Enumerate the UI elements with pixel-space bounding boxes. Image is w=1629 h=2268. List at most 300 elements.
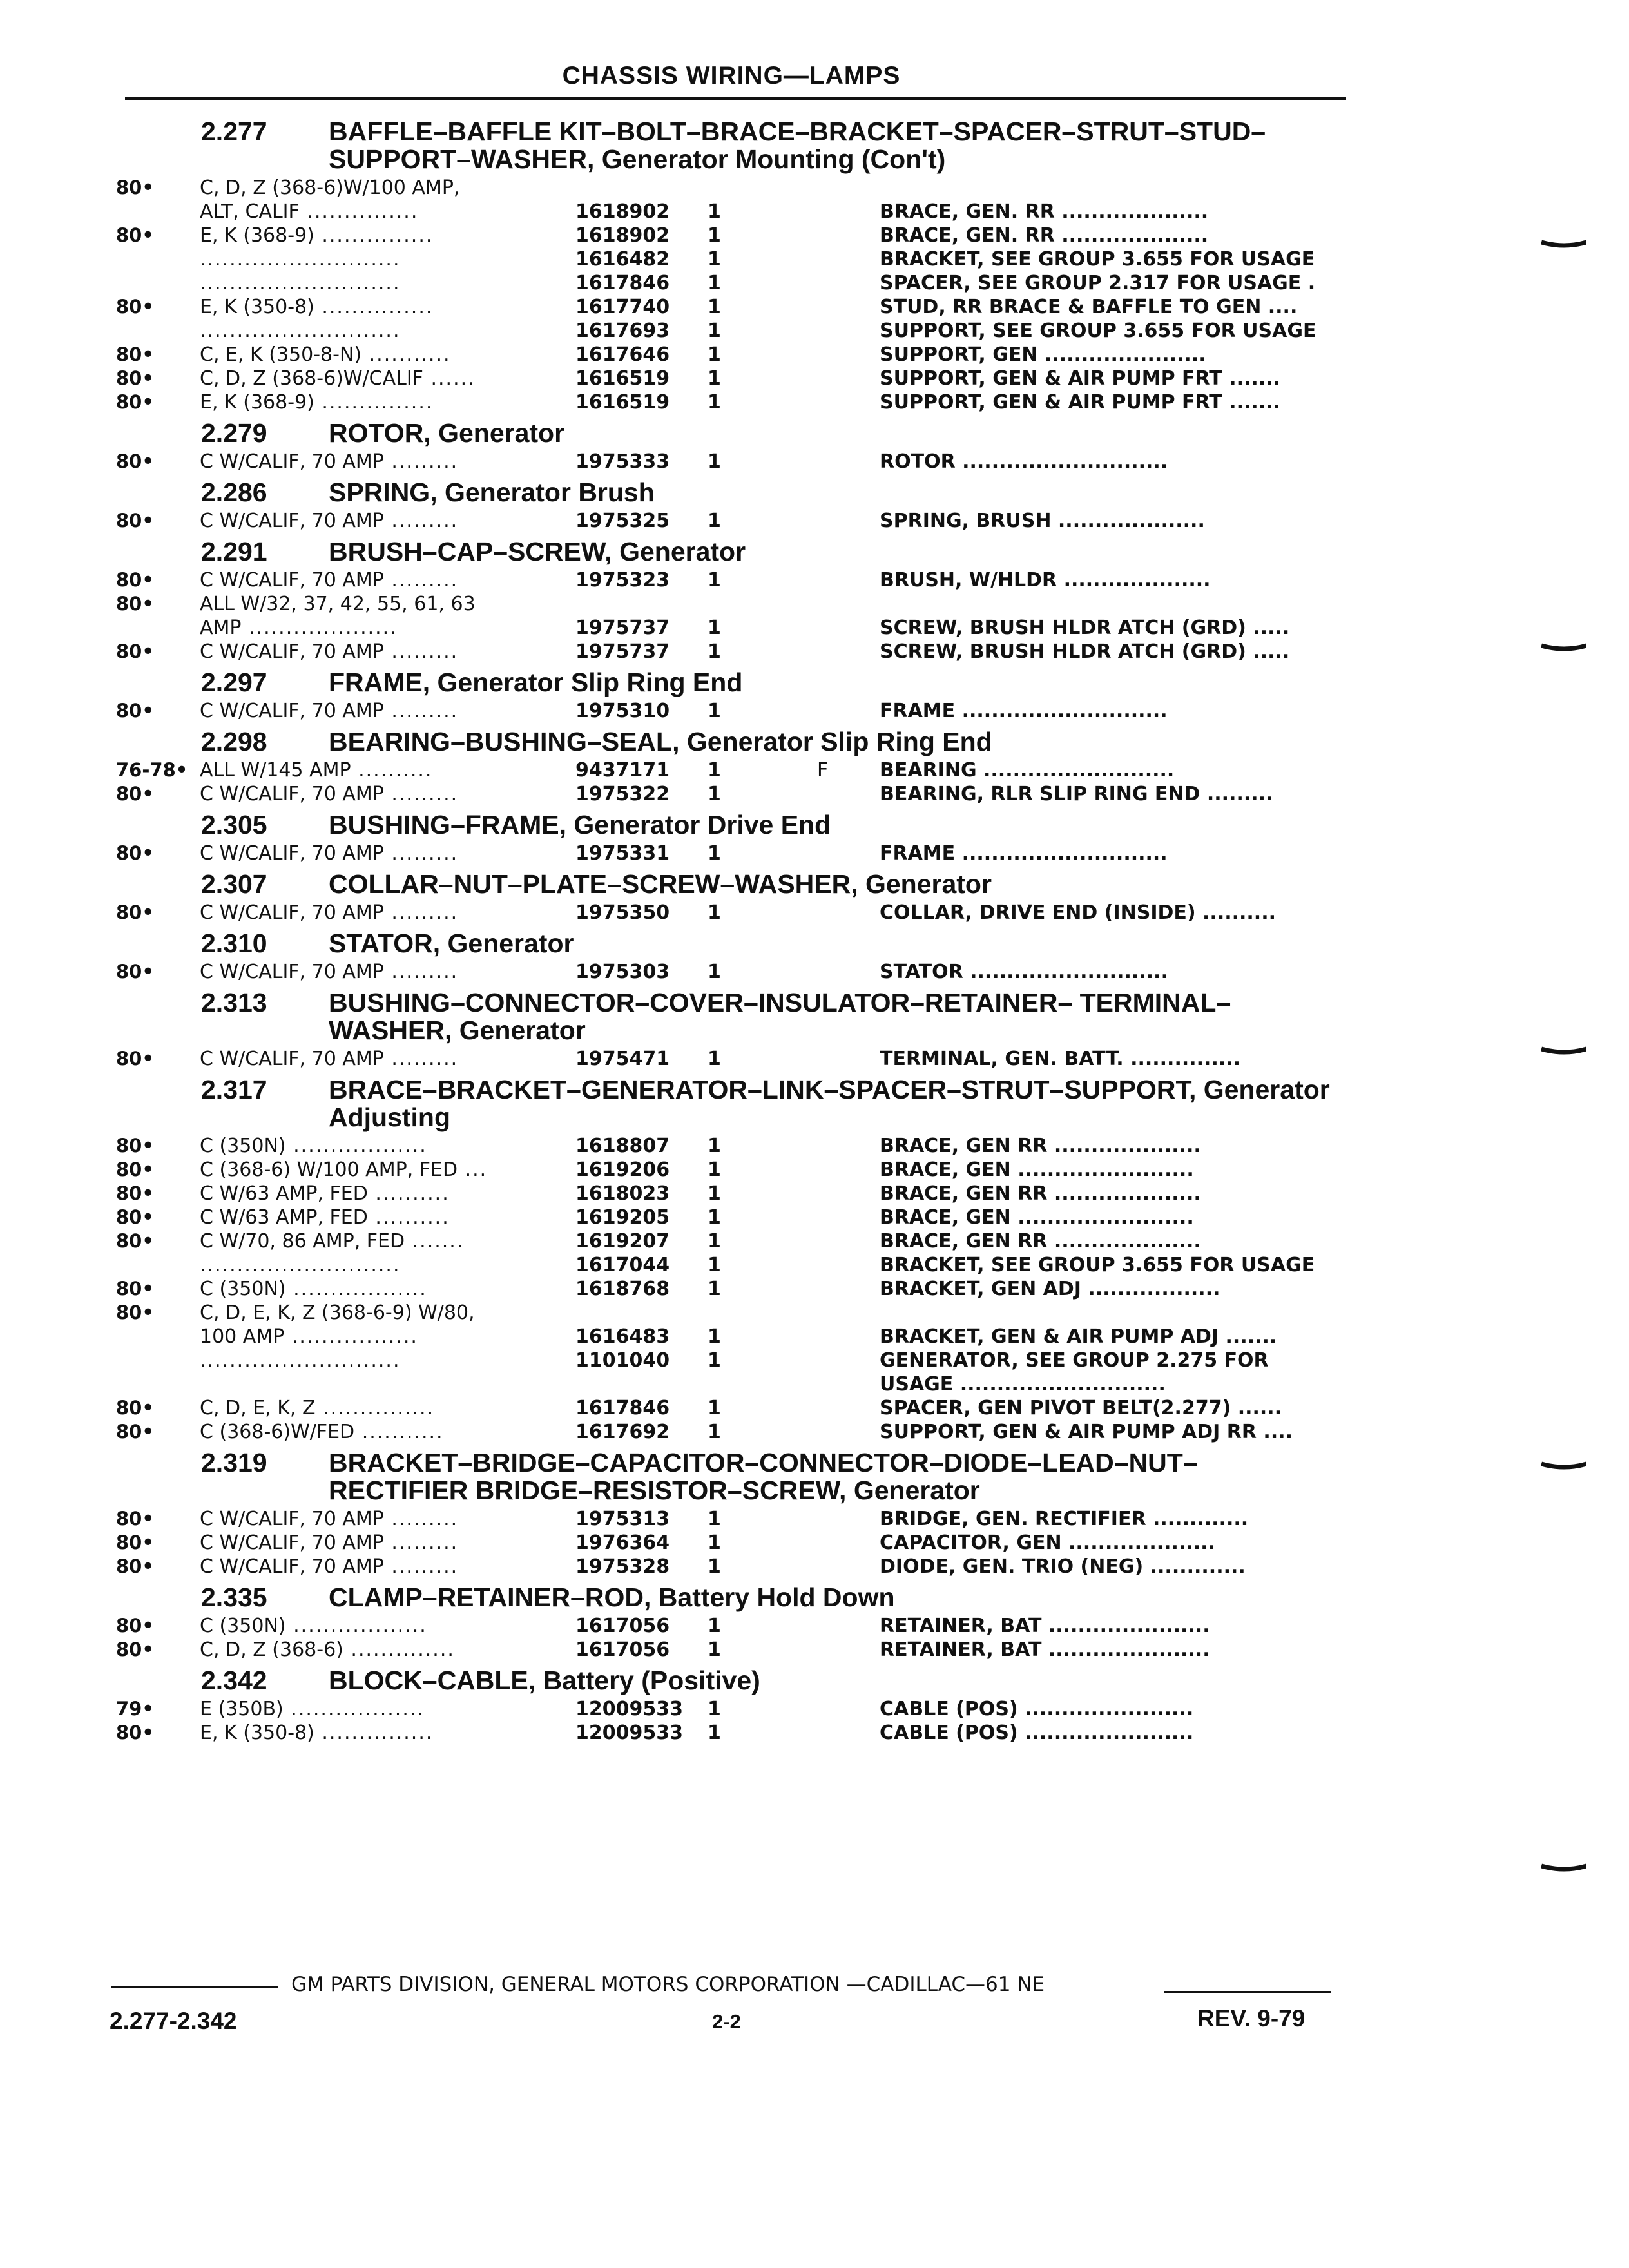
row-part-number: 1616483 xyxy=(575,1325,670,1348)
row-year: 80• xyxy=(116,367,154,389)
section-number: 2.291 xyxy=(201,537,267,566)
row-model-text: C (350N) xyxy=(200,1615,286,1637)
row-model-text: AMP xyxy=(200,617,242,639)
row-model xyxy=(200,509,458,533)
section-number: 2.317 xyxy=(201,1075,267,1104)
table-row xyxy=(0,176,1629,200)
row-part-number: 1618768 xyxy=(575,1278,670,1300)
margin-mark-1 xyxy=(1541,240,1586,254)
row-part-number: 1976364 xyxy=(575,1532,670,1554)
row-year: 80• xyxy=(116,1206,154,1228)
row-model xyxy=(200,247,400,271)
row-model xyxy=(200,176,459,200)
row-description: RETAINER, BAT ...................... xyxy=(880,1639,1210,1661)
row-quantity: 1 xyxy=(708,343,721,366)
row-leader-dots: .................. xyxy=(285,1278,427,1300)
section-heading xyxy=(0,728,1629,756)
row-code: F xyxy=(817,759,829,782)
row-part-number: 1617044 xyxy=(575,1254,670,1276)
row-model xyxy=(200,901,458,925)
row-part-number: 1616519 xyxy=(575,367,670,390)
row-year: 80• xyxy=(116,296,154,318)
row-description: BEARING, RLR SLIP RING END ......... xyxy=(880,783,1273,805)
section-heading xyxy=(0,930,1629,957)
row-description: FRAME ............................ xyxy=(880,700,1168,722)
row-leader-dots: ........... xyxy=(361,343,451,366)
row-leader-dots: ......... xyxy=(383,640,459,663)
table-row xyxy=(0,1253,1629,1277)
row-quantity: 1 xyxy=(708,700,721,722)
table-row xyxy=(0,1555,1629,1579)
row-description: STATOR ........................... xyxy=(880,961,1168,983)
row-model xyxy=(200,1301,475,1325)
row-description: ROTOR ............................ xyxy=(880,450,1168,473)
section-number: 2.319 xyxy=(201,1448,267,1477)
section-heading xyxy=(0,419,1629,447)
row-model xyxy=(200,960,458,984)
section-number: 2.286 xyxy=(201,477,267,507)
row-model xyxy=(200,1047,458,1071)
row-description: STUD, RR BRACE & BAFFLE TO GEN .... xyxy=(880,296,1298,318)
row-model xyxy=(200,1134,427,1158)
row-model-text: C W/CALIF, 70 AMP xyxy=(200,783,384,805)
row-year: 80• xyxy=(116,1278,154,1300)
row-description: BRUSH, W/HLDR .................... xyxy=(880,569,1211,591)
row-quantity: 1 xyxy=(708,842,721,865)
row-description: BEARING .......................... xyxy=(880,759,1175,782)
table-row xyxy=(0,1134,1629,1158)
table-row xyxy=(0,319,1629,343)
row-model xyxy=(200,1531,458,1555)
row-part-number: 1617692 xyxy=(575,1421,670,1443)
row-part-number: 1617056 xyxy=(575,1615,670,1637)
section-heading xyxy=(0,989,1629,1044)
row-part-number: 1101040 xyxy=(575,1349,670,1372)
row-model xyxy=(200,640,458,664)
row-quantity: 1 xyxy=(708,1397,721,1419)
table-row xyxy=(0,1325,1629,1349)
row-leader-dots: .......... xyxy=(367,1206,450,1229)
section-number: 2.310 xyxy=(201,928,267,958)
row-year: 80• xyxy=(116,1508,154,1530)
row-quantity: 1 xyxy=(708,1421,721,1443)
row-leader-dots: .............. xyxy=(343,1639,455,1661)
row-model xyxy=(200,841,458,865)
table-row xyxy=(0,1614,1629,1638)
row-model-text: E, K (368-9) xyxy=(200,224,314,247)
row-model xyxy=(200,1158,487,1182)
row-quantity: 1 xyxy=(708,1698,721,1720)
row-model xyxy=(200,390,433,414)
row-description: BRACE, GEN. RR .................... xyxy=(880,200,1209,223)
row-leader-dots: ............... xyxy=(315,1397,435,1419)
row-year: 80• xyxy=(116,510,154,532)
row-part-number: 1618807 xyxy=(575,1135,670,1157)
row-description: SPRING, BRUSH .................... xyxy=(880,510,1205,532)
table-row xyxy=(0,509,1629,533)
row-year: 80• xyxy=(116,1158,154,1180)
row-leader-dots: .................. xyxy=(285,1615,427,1637)
row-model-text: C, D, Z (368-6)W/CALIF xyxy=(200,367,423,390)
row-model xyxy=(200,1420,444,1444)
row-model xyxy=(200,699,458,723)
row-description: SUPPORT, GEN & AIR PUMP ADJ RR .... xyxy=(880,1421,1293,1443)
row-year: 80• xyxy=(116,1048,154,1070)
row-model-text: C W/CALIF, 70 AMP xyxy=(200,1532,384,1554)
row-leader-dots: ............... xyxy=(314,1722,434,1744)
row-model-text: 100 AMP xyxy=(200,1325,285,1348)
section-number: 2.342 xyxy=(201,1666,267,1695)
row-year: 80• xyxy=(116,177,154,198)
row-leader-dots: ............... xyxy=(314,224,434,247)
row-part-number: 1619205 xyxy=(575,1206,670,1229)
row-year: 80• xyxy=(116,1230,154,1252)
row-quantity: 1 xyxy=(708,961,721,983)
section-title: BRUSH–CAP–SCREW, Generator xyxy=(329,537,746,566)
row-year: 79• xyxy=(116,1698,154,1720)
table-row xyxy=(0,1206,1629,1229)
row-part-number: 1617693 xyxy=(575,320,670,342)
row-year: 80• xyxy=(116,1135,154,1157)
row-year: 80• xyxy=(116,640,154,662)
row-model xyxy=(200,1721,433,1745)
section-title: FRAME, Generator Slip Ring End xyxy=(329,668,743,697)
row-leader-dots: ........................... xyxy=(200,1349,401,1372)
section-title: BRACKET–BRIDGE–CAPACITOR–CONNECTOR–DIODE–LEAD–NUT– RECTIFIER BRIDGE–RESISTOR–SCREW, Generator xyxy=(329,1448,1198,1505)
row-description: BRACE, GEN RR .................... xyxy=(880,1135,1201,1157)
row-description: DIODE, GEN. TRIO (NEG) ............. xyxy=(880,1555,1246,1578)
table-row xyxy=(0,758,1629,782)
row-leader-dots: ......... xyxy=(383,842,459,865)
row-year: 80• xyxy=(116,700,154,722)
row-model-text: C W/CALIF, 70 AMP xyxy=(200,901,384,924)
row-part-number: 1617646 xyxy=(575,343,670,366)
section-title: COLLAR–NUT–PLATE–SCREW–WASHER, Generator xyxy=(329,869,992,899)
table-row xyxy=(0,699,1629,723)
row-description: SCREW, BRUSH HLDR ATCH (GRD) ..... xyxy=(880,617,1290,639)
row-model xyxy=(200,1325,418,1349)
row-part-number: 1975325 xyxy=(575,510,670,532)
row-quantity: 1 xyxy=(708,1349,721,1372)
footer-rule-left xyxy=(111,1986,278,1988)
row-model xyxy=(200,450,458,474)
margin-mark-2 xyxy=(1541,643,1586,657)
section-heading xyxy=(0,870,1629,898)
row-part-number: 1617846 xyxy=(575,1397,670,1419)
footer-publisher: GM PARTS DIVISION, GENERAL MOTORS CORPORATION —CADILLAC—61 NE xyxy=(291,1973,1045,1996)
row-description: SUPPORT, GEN ...................... xyxy=(880,343,1206,366)
row-model-text: C W/CALIF, 70 AMP xyxy=(200,961,384,983)
row-model xyxy=(200,200,418,224)
row-year: 80• xyxy=(116,1639,154,1660)
section-number: 2.305 xyxy=(201,810,267,840)
section-heading xyxy=(0,1584,1629,1611)
row-year: 80• xyxy=(116,1182,154,1204)
row-model xyxy=(200,319,400,343)
row-quantity: 1 xyxy=(708,224,721,247)
row-quantity: 1 xyxy=(708,1722,721,1744)
row-model-text: C, D, Z (368-6)W/100 AMP, xyxy=(200,177,460,199)
section-number: 2.277 xyxy=(201,117,267,146)
row-model-text: C (350N) xyxy=(200,1135,286,1157)
row-leader-dots: ............... xyxy=(299,200,419,223)
section-heading xyxy=(0,1449,1629,1504)
footer-revision: REV. 9-79 xyxy=(1197,2005,1306,2032)
table-row xyxy=(0,343,1629,367)
row-model xyxy=(200,224,433,247)
row-quantity: 1 xyxy=(708,1254,721,1276)
row-leader-dots: .......... xyxy=(351,759,433,782)
row-model xyxy=(200,295,433,319)
table-row xyxy=(0,1301,1629,1325)
table-row xyxy=(0,1229,1629,1253)
page-title: CHASSIS WIRING—LAMPS xyxy=(562,62,901,90)
row-leader-dots: ........................... xyxy=(200,320,401,342)
row-quantity: 1 xyxy=(708,783,721,805)
table-row xyxy=(0,1396,1629,1420)
row-quantity: 1 xyxy=(708,391,721,414)
row-quantity: 1 xyxy=(708,367,721,390)
row-part-number: 1975737 xyxy=(575,640,670,663)
table-row xyxy=(0,841,1629,865)
table-row xyxy=(0,592,1629,616)
section-heading xyxy=(0,538,1629,566)
row-quantity: 1 xyxy=(708,296,721,318)
row-leader-dots: .................... xyxy=(241,617,398,639)
row-quantity: 1 xyxy=(708,1182,721,1205)
row-model xyxy=(200,1697,425,1721)
row-model-text: C (368-6) W/100 AMP, FED xyxy=(200,1158,458,1181)
row-quantity: 1 xyxy=(708,450,721,473)
row-model xyxy=(200,1638,455,1662)
row-leader-dots: ............... xyxy=(314,391,434,414)
row-quantity: 1 xyxy=(708,640,721,663)
section-number: 2.307 xyxy=(201,869,267,899)
row-model xyxy=(200,343,451,367)
row-model-text: C, D, E, K, Z xyxy=(200,1397,316,1419)
row-description: RETAINER, BAT ...................... xyxy=(880,1615,1210,1637)
row-leader-dots: ......... xyxy=(383,1532,459,1554)
row-part-number: 1975322 xyxy=(575,783,670,805)
row-model-text: ALL W/145 AMP xyxy=(200,759,351,782)
section-heading xyxy=(0,118,1629,173)
table-row xyxy=(0,1277,1629,1301)
row-year: 80• xyxy=(116,961,154,983)
section-number: 2.279 xyxy=(201,418,267,448)
row-year: 80• xyxy=(116,1421,154,1443)
row-quantity: 1 xyxy=(708,759,721,782)
table-row xyxy=(0,1420,1629,1444)
table-row xyxy=(0,960,1629,984)
row-description: SUPPORT, SEE GROUP 3.655 FOR USAGE xyxy=(880,320,1316,342)
table-row xyxy=(0,1349,1629,1372)
row-model xyxy=(200,1396,434,1420)
row-model xyxy=(200,1182,450,1206)
row-year: 80• xyxy=(116,569,154,591)
table-row xyxy=(0,271,1629,295)
row-year: 80• xyxy=(116,1397,154,1419)
row-model xyxy=(200,1206,450,1229)
table-row xyxy=(0,782,1629,806)
row-part-number: 1616482 xyxy=(575,248,670,271)
row-model xyxy=(200,1229,464,1253)
row-description: TERMINAL, GEN. BATT. ............... xyxy=(880,1048,1241,1070)
row-description: BRACKET, SEE GROUP 3.655 FOR USAGE xyxy=(880,1254,1315,1276)
margin-mark-4 xyxy=(1541,1461,1586,1475)
row-description: BRACE, GEN RR .................... xyxy=(880,1230,1201,1253)
section-heading xyxy=(0,811,1629,839)
row-description: BRACE, GEN RR .................... xyxy=(880,1182,1201,1205)
row-model-text: C W/70, 86 AMP, FED xyxy=(200,1230,405,1253)
row-model-text: E, K (350-8) xyxy=(200,296,314,318)
table-row xyxy=(0,568,1629,592)
row-part-number: 12009533 xyxy=(575,1698,683,1720)
table-row xyxy=(0,1697,1629,1721)
row-quantity: 1 xyxy=(708,617,721,639)
row-year: 80• xyxy=(116,224,154,246)
row-description: SUPPORT, GEN & AIR PUMP FRT ....... xyxy=(880,391,1280,414)
row-year: 80• xyxy=(116,1722,154,1744)
table-row xyxy=(0,224,1629,247)
row-leader-dots: ........................... xyxy=(200,248,401,271)
row-model-text: ALT, CALIF xyxy=(200,200,300,223)
table-row xyxy=(0,450,1629,474)
row-quantity: 1 xyxy=(708,1532,721,1554)
row-description: SPACER, SEE GROUP 2.317 FOR USAGE . xyxy=(880,272,1316,294)
row-quantity: 1 xyxy=(708,1278,721,1300)
row-quantity: 1 xyxy=(708,1508,721,1530)
row-part-number: 1975328 xyxy=(575,1555,670,1578)
row-leader-dots: ......... xyxy=(383,510,459,532)
row-leader-dots: ........... xyxy=(354,1421,444,1443)
row-description: SPACER, GEN PIVOT BELT(2.277) ...... xyxy=(880,1397,1282,1419)
row-model-text: C W/CALIF, 70 AMP xyxy=(200,1508,384,1530)
row-leader-dots: ......... xyxy=(383,901,459,924)
row-model xyxy=(200,1507,458,1531)
row-leader-dots: ........................... xyxy=(200,1254,401,1276)
row-model xyxy=(200,1253,400,1277)
row-leader-dots: ....... xyxy=(405,1230,465,1253)
row-model xyxy=(200,271,400,295)
table-row xyxy=(0,390,1629,414)
row-part-number: 1975310 xyxy=(575,700,670,722)
parts-catalog-content xyxy=(0,113,1629,1745)
row-part-number: 1975323 xyxy=(575,569,670,591)
row-model xyxy=(200,1277,427,1301)
section-title: BUSHING–CONNECTOR–COVER–INSULATOR–RETAINER– TERMINAL–WASHER, Generator xyxy=(329,988,1231,1045)
row-part-number: 1617056 xyxy=(575,1639,670,1661)
row-leader-dots: ................. xyxy=(284,1325,418,1348)
section-number: 2.298 xyxy=(201,727,267,756)
section-title: BUSHING–FRAME, Generator Drive End xyxy=(329,810,831,840)
row-model xyxy=(200,367,476,390)
row-description: BRACKET, GEN ADJ .................. xyxy=(880,1278,1220,1300)
row-year: 80• xyxy=(116,450,154,472)
row-part-number: 12009533 xyxy=(575,1722,683,1744)
section-number: 2.313 xyxy=(201,988,267,1017)
row-year: 80• xyxy=(116,391,154,413)
row-quantity: 1 xyxy=(708,1206,721,1229)
row-model-text: E (350B) xyxy=(200,1698,284,1720)
row-leader-dots: ......... xyxy=(383,1555,459,1578)
row-year: 80• xyxy=(116,901,154,923)
row-model-text: C (350N) xyxy=(200,1278,286,1300)
row-leader-dots: ............... xyxy=(314,296,434,318)
row-description: CABLE (POS) ....................... xyxy=(880,1698,1194,1720)
row-model xyxy=(200,1614,427,1638)
row-part-number: 1975333 xyxy=(575,450,670,473)
row-description: BRIDGE, GEN. RECTIFIER ............. xyxy=(880,1508,1249,1530)
header-rule xyxy=(125,97,1346,100)
section-title: BLOCK–CABLE, Battery (Positive) xyxy=(329,1666,760,1695)
margin-mark-3 xyxy=(1541,1046,1586,1061)
section-title: BRACE–BRACKET–GENERATOR–LINK–SPACER–STRUT–SUPPORT, Generator Adjusting xyxy=(329,1075,1330,1132)
row-leader-dots: ........................... xyxy=(200,272,401,294)
section-heading xyxy=(0,479,1629,506)
row-part-number: 1617846 xyxy=(575,272,670,294)
table-row xyxy=(0,1531,1629,1555)
row-model-text: C W/CALIF, 70 AMP xyxy=(200,640,384,663)
section-title: STATOR, Generator xyxy=(329,928,574,958)
row-quantity: 1 xyxy=(708,272,721,294)
row-description: BRACKET, SEE GROUP 3.655 FOR USAGE xyxy=(880,248,1315,271)
row-quantity: 1 xyxy=(708,901,721,924)
row-quantity: 1 xyxy=(708,569,721,591)
row-model-text: C W/CALIF, 70 AMP xyxy=(200,700,384,722)
row-quantity: 1 xyxy=(708,1325,721,1348)
table-row xyxy=(0,200,1629,224)
row-model-text: E, K (368-9) xyxy=(200,391,314,414)
section-heading xyxy=(0,669,1629,697)
section-title: BEARING–BUSHING–SEAL, Generator Slip Ring End xyxy=(329,727,992,756)
row-year: 80• xyxy=(116,343,154,365)
row-year: 80• xyxy=(116,1532,154,1553)
section-title: ROTOR, Generator xyxy=(329,418,565,448)
table-row xyxy=(0,1721,1629,1745)
row-part-number: 1619206 xyxy=(575,1158,670,1181)
row-part-number: 1975313 xyxy=(575,1508,670,1530)
row-year: 80• xyxy=(116,842,154,864)
row-year: 80• xyxy=(116,1302,154,1323)
row-part-number: 9437171 xyxy=(575,759,670,782)
row-part-number: 1975350 xyxy=(575,901,670,924)
table-row xyxy=(0,295,1629,319)
table-row xyxy=(0,901,1629,925)
row-quantity: 1 xyxy=(708,200,721,223)
row-model-text: C W/CALIF, 70 AMP xyxy=(200,510,384,532)
footer-group-range: 2.277-2.342 xyxy=(110,2008,237,2034)
row-description: USAGE ............................ xyxy=(880,1373,1166,1396)
row-year: 80• xyxy=(116,593,154,615)
row-model-text: C W/63 AMP, FED xyxy=(200,1182,368,1205)
row-leader-dots: .................. xyxy=(285,1135,427,1157)
row-model xyxy=(200,1555,458,1579)
row-leader-dots: .......... xyxy=(367,1182,450,1205)
section-heading xyxy=(0,1076,1629,1131)
table-row xyxy=(0,367,1629,390)
row-description: COLLAR, DRIVE END (INSIDE) .......... xyxy=(880,901,1276,924)
row-quantity: 1 xyxy=(708,1158,721,1181)
section-title: BAFFLE–BAFFLE KIT–BOLT–BRACE–BRACKET–SPACER–STRUT–STUD– SUPPORT–WASHER, Generator Mounting (Con't) xyxy=(329,117,1266,174)
table-row xyxy=(0,1182,1629,1206)
row-model xyxy=(200,758,432,782)
row-part-number: 1975331 xyxy=(575,842,670,865)
row-leader-dots: ......... xyxy=(383,1508,459,1530)
row-description: SUPPORT, GEN & AIR PUMP FRT ....... xyxy=(880,367,1280,390)
row-quantity: 1 xyxy=(708,1230,721,1253)
row-part-number: 1618902 xyxy=(575,224,670,247)
row-model-text: C W/CALIF, 70 AMP xyxy=(200,842,384,865)
